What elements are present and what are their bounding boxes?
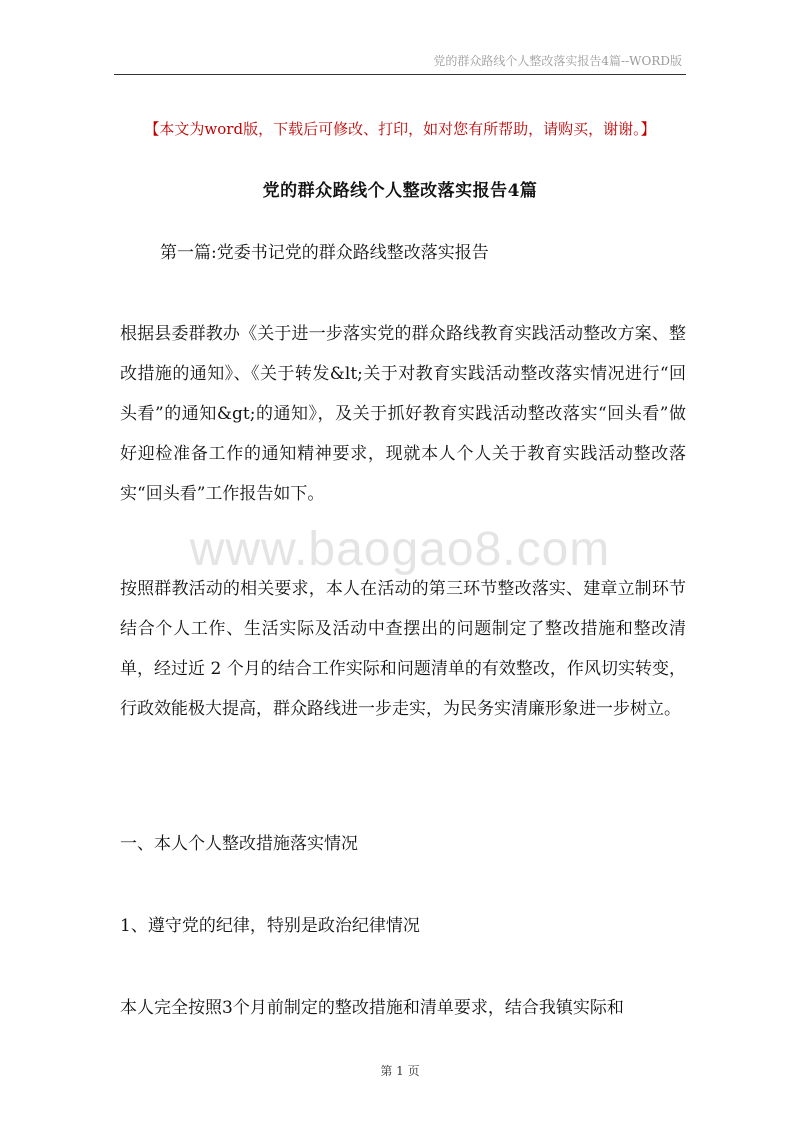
- page-number: 第 1 页: [380, 1064, 420, 1078]
- site-watermark: www.baogao8.com: [189, 523, 611, 576]
- section-subtitle: 第一篇:党委书记党的群众路线整改落实报告: [160, 243, 489, 263]
- section-heading-1: 一、本人个人整改措施落实情况: [120, 834, 358, 854]
- paragraph-requirements: 按照群教活动的相关要求，本人在活动的第三环节整改落实、建章立制环节结合个人工作、生活实际及活动中查摆出的问题制定了整改措施和整改清单，经过近 2 个月的结合工作实际和问题清单的有效整改，作风切实转变，行政效能极大提高，群众路线进一步走实，为民务实清廉形象进一步树立。: [120, 579, 686, 719]
- paragraph-intro: 根据县委群教办《关于进一步落实党的群众路线教育实践活动整改方案、整改措施的通知》、《关于转发&lt;关于对教育实践活动整改落实情况进行“回头看”的通知&gt;的通知》，及关于抓好教育实践活动整改落实“回头看”做好迎检准备工作的通知精神要求，现就本人个人关于教育实践活动整改落实“回头看”工作报告如下。: [120, 324, 686, 504]
- document-title: 党的群众路线个人整改落实报告4篇: [262, 181, 538, 201]
- download-notice: 【本文为word版，下载后可修改、打印，如对您有所帮助，请购买，谢谢。】: [144, 120, 656, 138]
- paragraph-implementation: 本人完全按照3个月前制定的整改措施和清单要求，结合我镇实际和: [120, 998, 624, 1018]
- section-heading-1-1: 1、遵守党的纪律，特别是政治纪律情况: [120, 916, 420, 936]
- header-divider: [114, 74, 686, 75]
- running-header-title: 党的群众路线个人整改落实报告4篇--WORD版: [433, 54, 682, 68]
